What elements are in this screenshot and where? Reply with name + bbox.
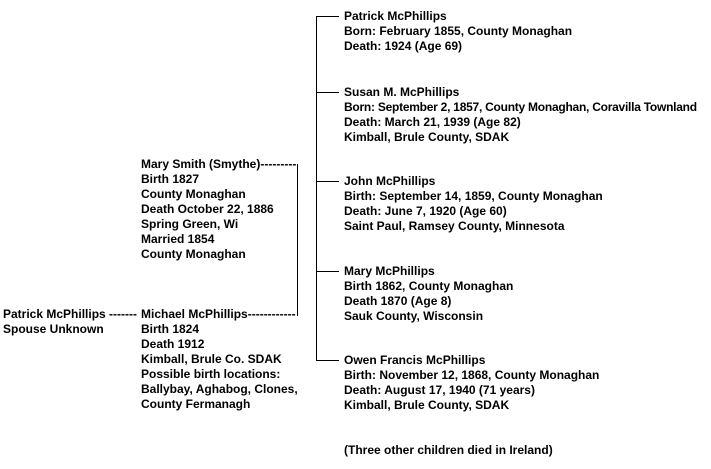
- patriarch-spouse: Spouse Unknown: [3, 322, 104, 336]
- child-detail: Birth: November 12, 1868, County Monaghan: [344, 368, 600, 382]
- father-detail: Death 1912: [141, 337, 205, 351]
- child-name: John McPhillips: [344, 174, 436, 188]
- child-block-owen: [344, 353, 599, 413]
- mother-detail: Married 1854: [141, 232, 215, 246]
- child-name: Patrick McPhillips: [344, 9, 447, 23]
- father-name: Michael McPhillips: [141, 307, 248, 321]
- mother-name: Mary Smith (Smythe): [141, 157, 261, 171]
- child-block-john: [344, 174, 603, 234]
- child-detail: Kimball, Brule County, SDAK: [344, 398, 510, 412]
- child-block-patrick: [344, 9, 572, 54]
- child-detail: Born: September 2, 1857, County Monaghan, Coravilla Townland: [344, 100, 697, 114]
- patriarch-name: Patrick McPhillips: [3, 307, 106, 321]
- child-detail: Death: June 7, 1920 (Age 60): [344, 204, 507, 218]
- father-detail: Possible birth locations:: [141, 367, 281, 381]
- footnote: (Three other children died in Ireland): [344, 443, 553, 457]
- child-detail: Saint Paul, Ramsey County, Minnesota: [344, 219, 565, 233]
- child-block-susan: [344, 85, 697, 145]
- father-detail: County Fermanagh: [141, 397, 251, 411]
- father-detail: Ballybay, Aghabog, Clones,: [141, 382, 298, 396]
- child-name: Susan M. McPhillips: [344, 85, 460, 99]
- mother-detail: County Monaghan: [141, 247, 246, 261]
- child-detail: Kimball, Brule County, SDAK: [344, 130, 510, 144]
- father-detail: Kimball, Brule Co. SDAK: [141, 352, 282, 366]
- mother-detail: Birth 1827: [141, 172, 200, 186]
- mother-connector: ---------: [260, 157, 297, 171]
- child-name: Mary McPhillips: [344, 264, 435, 278]
- child-block-mary: [344, 264, 513, 324]
- father-detail: Birth 1824: [141, 322, 200, 336]
- child-detail: Sauk County, Wisconsin: [344, 309, 484, 323]
- child-name: Owen Francis McPhillips: [344, 353, 486, 367]
- patriarch-connector: -------: [109, 307, 138, 321]
- child-detail: Death 1870 (Age 8): [344, 294, 452, 308]
- mother-detail: County Monaghan: [141, 187, 246, 201]
- child-detail: Birth 1862, County Monaghan: [344, 279, 514, 293]
- father-block: [141, 307, 298, 412]
- child-detail: Death: March 21, 1939 (Age 82): [344, 115, 521, 129]
- child-detail: Death: 1924 (Age 69): [344, 39, 463, 53]
- patriarch-block: [3, 307, 137, 337]
- father-connector: ------------: [247, 307, 296, 321]
- mother-detail: Spring Green, Wi: [141, 217, 239, 231]
- child-detail: Death: August 17, 1940 (71 years): [344, 383, 535, 397]
- child-detail: Born: February 1855, County Monaghan: [344, 24, 573, 38]
- mother-block: [141, 157, 296, 262]
- child-detail: Birth: September 14, 1859, County Monaghan: [344, 189, 603, 203]
- mother-detail: Death October 22, 1886: [141, 202, 274, 216]
